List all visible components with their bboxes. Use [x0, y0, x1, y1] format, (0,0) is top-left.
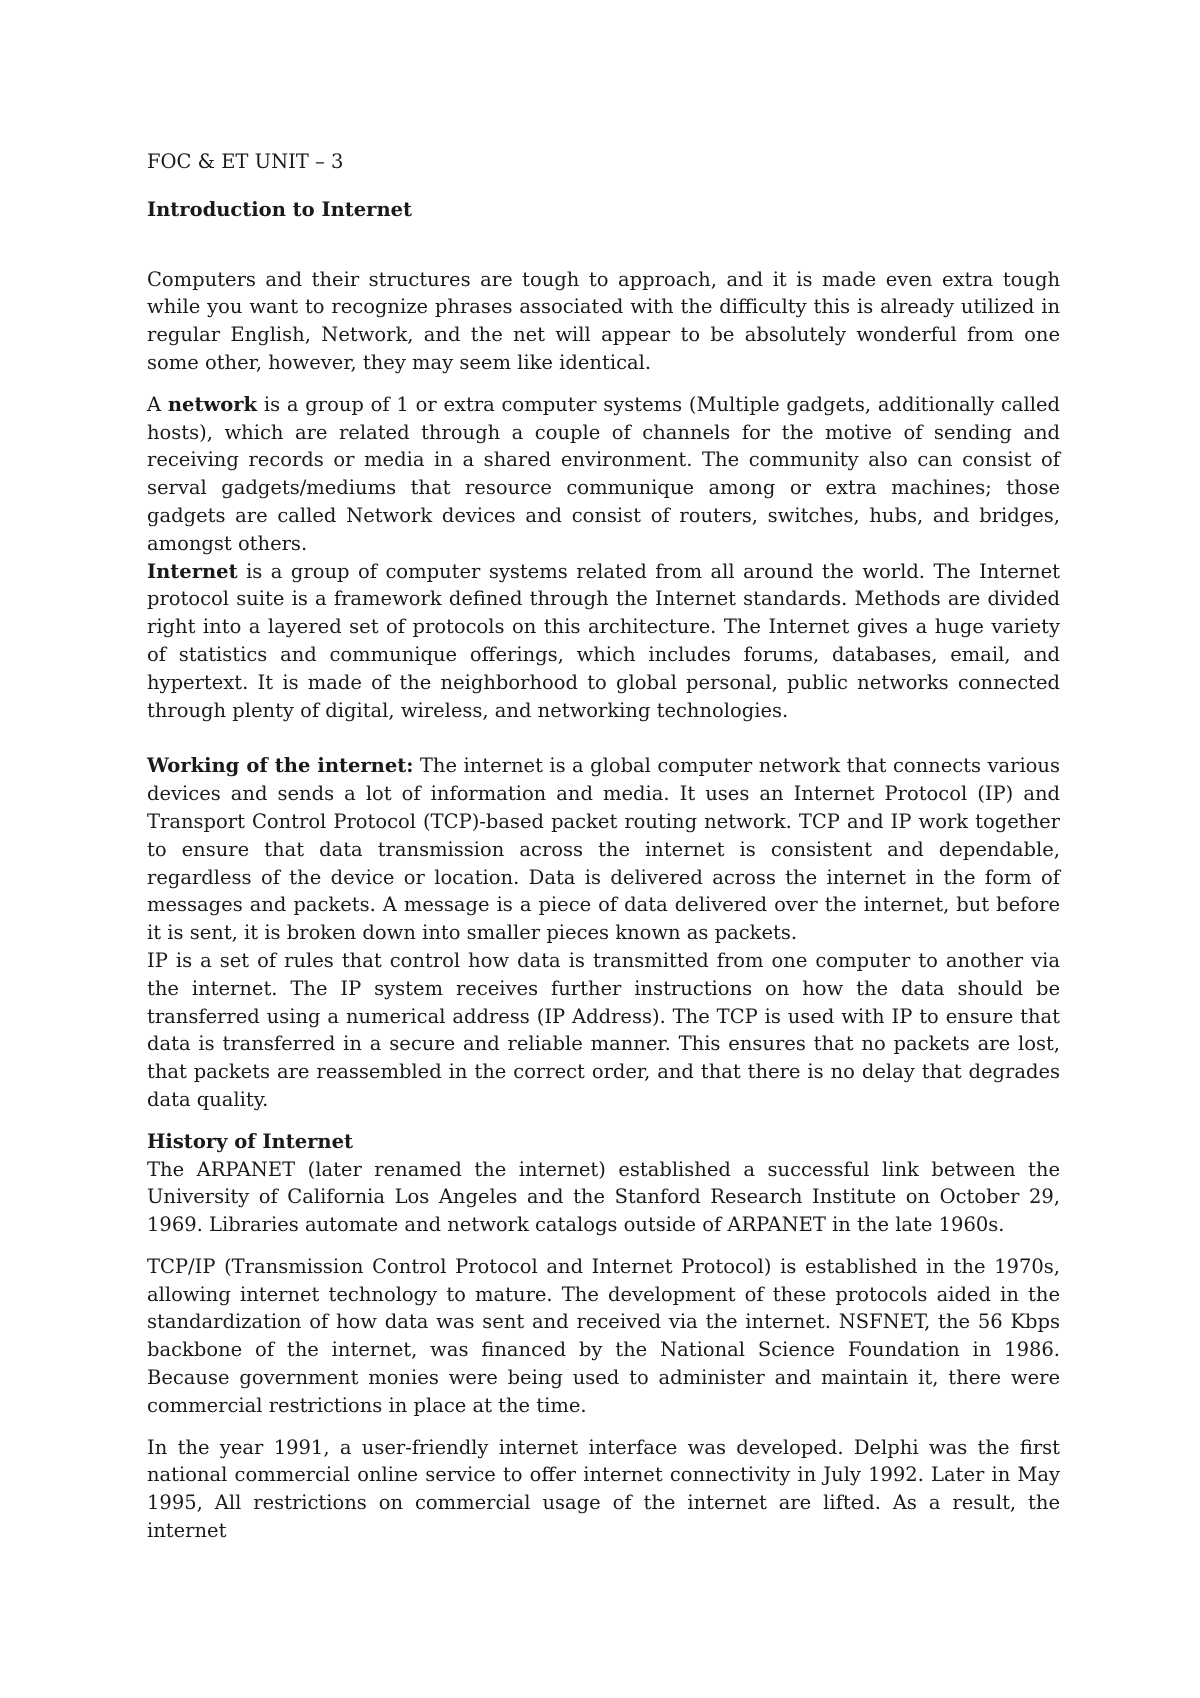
- network-text: is a group of 1 or extra computer systems (Multiple gadgets, additionally called hosts), which are related through a couple of channels for the motive of sending and receiving records or media in a shared environment. The community also can consist of serval gadgets/mediums that resource communique among or extra machines; those gadgets are called Network devices and consist of routers, switches, hubs, and bridges, amongst others.: [147, 392, 1060, 555]
- working-paragraph: [147, 752, 1060, 947]
- ip-paragraph: IP is a set of rules that control how data is transmitted from one computer to another via the internet. The IP system receives further instructions on how the data should be transferred using a numerical address (IP Address). The TCP is used with IP to ensure that data is transferred in a secure and reliable manner. This ensures that no packets are lost, that packets are reassembled in the correct order, and that there is no delay that degrades data quality.: [147, 948, 1060, 1111]
- internet-text: is a group of computer systems related from all around the world. The Internet protocol suite is a framework defined through the Internet standards. Methods are divided right into a layered set of protocols on this architecture. The Internet gives a huge variety of statistics and communique offerings, which includes forums, databases, email, and hypertext. It is made of the neighborhood to global personal, public networks connected through plenty of digital, wireless, and networking technologies.: [147, 559, 1060, 722]
- working-text: The internet is a global computer network that connects various devices and sends a lot of information and media. It uses an Internet Protocol (IP) and Transport Control Protocol (TCP)-based packet routing network. TCP and IP work together to ensure that data transmission across the internet is consistent and dependable, regardless of the device or location. Data is delivered across the internet in the form of messages and packets. A message is a piece of data delivered over the internet, but before it is sent, it is broken down into smaller pieces known as packets.: [147, 754, 1060, 945]
- history-paragraph-3: In the year 1991, a user-friendly internet interface was developed. Delphi was the first national commercial online service to offer internet connectivity in July 1992. Later in May 1995, All restrictions on commercial usage of the internet are lifted. As a result, the internet: [147, 1435, 1060, 1543]
- history-heading: [147, 1128, 1060, 1156]
- network-term: network: [167, 392, 258, 416]
- working-term: Working of the internet:: [147, 754, 414, 778]
- intro-paragraph: Computers and their structures are tough to approach, and it is made even extra tough while you want to recognize phrases associated with the difficulty this is already utilized in regular English, Network, and the net will appear to be absolutely wonderful from one some other, however, they may seem like identical.: [147, 267, 1060, 374]
- intro-heading: Introduction to Internet: [147, 197, 413, 221]
- history-paragraph-2: TCP/IP (Transmission Control Protocol and Internet Protocol) is established in the 1970s, allowing internet technology to mature. The development of these protocols aided in the standardization of how data was sent and received via the internet. NSFNET, the 56 Kbps backbone of the internet, was financed by the National Science Foundation in 1986. Because government monies were being used to administer and maintain it, there were commercial restrictions in place at the time.: [147, 1254, 1060, 1417]
- document-page: [147, 148, 1060, 1545]
- history-paragraph-1: The ARPANET (later renamed the internet) established a successful link between the University of California Los Angeles and the Stanford Research Institute on October 29, 1969. Libraries automate and network catalogs outside of ARPANET in the late 1960s.: [147, 1157, 1060, 1237]
- internet-paragraph: [147, 558, 1060, 725]
- history-heading-text: History of Internet: [147, 1129, 353, 1153]
- internet-term: Internet: [147, 559, 238, 583]
- network-paragraph: [147, 391, 1060, 558]
- unit-label: FOC & ET UNIT – 3: [147, 150, 344, 173]
- network-prefix: A: [147, 392, 168, 416]
